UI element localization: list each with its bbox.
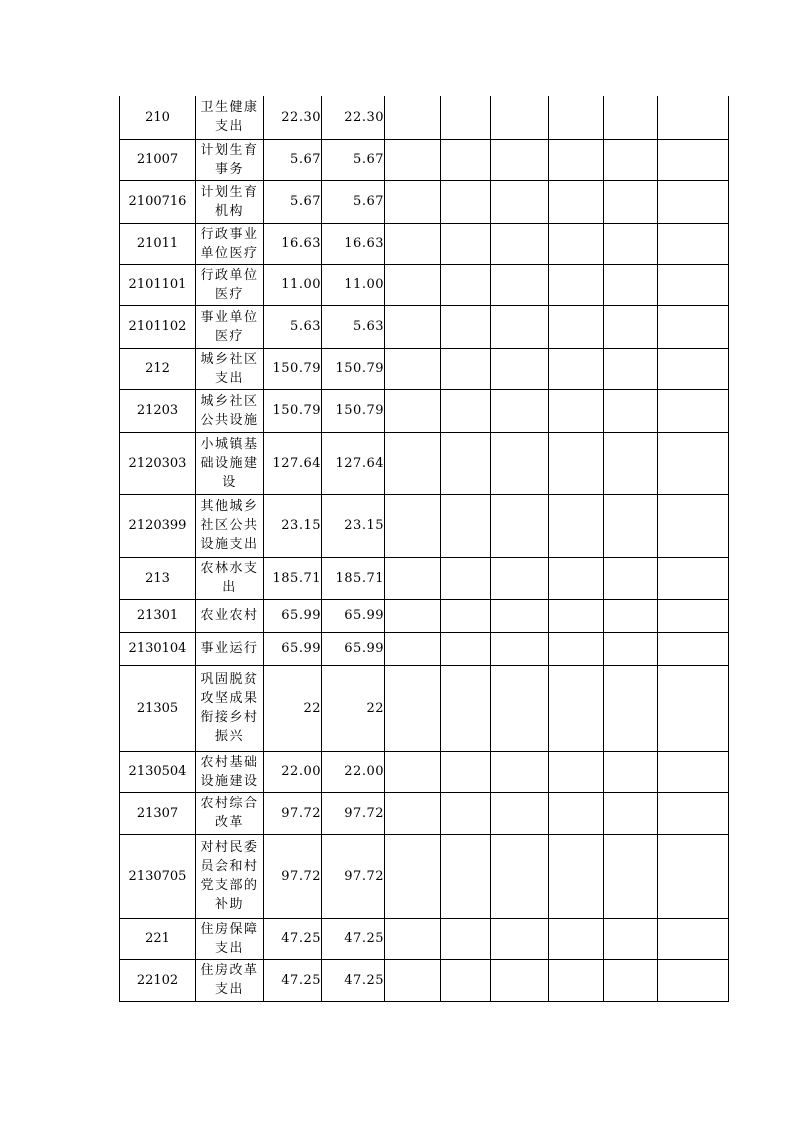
row-code: 2100716 [120, 180, 196, 223]
row-code: 21307 [120, 792, 196, 834]
row-value-a: 47.25 [264, 959, 322, 1001]
table-row [120, 305, 729, 348]
row-value-b: 22.30 [322, 96, 385, 139]
empty-cell [441, 139, 491, 180]
empty-cell [549, 180, 604, 223]
row-name: 计划生育机构 [196, 180, 264, 223]
row-value-a: 5.67 [264, 139, 322, 180]
row-code: 21301 [120, 599, 196, 632]
empty-cell [604, 305, 658, 348]
empty-cell [604, 751, 658, 792]
row-value-a: 22.00 [264, 751, 322, 792]
empty-cell [604, 834, 658, 918]
empty-cell [491, 792, 549, 834]
empty-cell [441, 959, 491, 1001]
row-value-a: 185.71 [264, 557, 322, 599]
empty-cell [491, 494, 549, 557]
empty-cell [549, 348, 604, 389]
empty-cell [491, 348, 549, 389]
empty-cell [604, 432, 658, 494]
empty-cell [604, 632, 658, 665]
table-row [120, 180, 729, 223]
empty-cell [385, 223, 441, 264]
empty-cell [385, 599, 441, 632]
empty-cell [441, 751, 491, 792]
empty-cell [549, 751, 604, 792]
table-row [120, 432, 729, 494]
empty-cell [604, 389, 658, 432]
empty-cell [491, 139, 549, 180]
empty-cell [441, 305, 491, 348]
empty-cell [658, 632, 729, 665]
row-value-b: 185.71 [322, 557, 385, 599]
row-value-b: 5.67 [322, 180, 385, 223]
empty-cell [385, 139, 441, 180]
empty-cell [549, 959, 604, 1001]
row-name: 城乡社区支出 [196, 348, 264, 389]
row-name: 住房改革支出 [196, 959, 264, 1001]
empty-cell [385, 665, 441, 751]
empty-cell [491, 264, 549, 305]
table-row [120, 494, 729, 557]
row-name: 事业单位医疗 [196, 305, 264, 348]
empty-cell [385, 959, 441, 1001]
empty-cell [441, 432, 491, 494]
empty-cell [549, 96, 604, 139]
table-row [120, 959, 729, 1001]
empty-cell [604, 665, 658, 751]
empty-cell [658, 665, 729, 751]
budget-table [119, 96, 729, 1002]
empty-cell [385, 751, 441, 792]
row-value-a: 150.79 [264, 389, 322, 432]
empty-cell [549, 918, 604, 959]
empty-cell [491, 96, 549, 139]
empty-cell [385, 305, 441, 348]
row-code: 21007 [120, 139, 196, 180]
empty-cell [491, 557, 549, 599]
empty-cell [604, 139, 658, 180]
empty-cell [604, 959, 658, 1001]
row-value-b: 16.63 [322, 223, 385, 264]
empty-cell [385, 389, 441, 432]
empty-cell [441, 389, 491, 432]
row-code: 21203 [120, 389, 196, 432]
empty-cell [549, 264, 604, 305]
empty-cell [441, 557, 491, 599]
empty-cell [549, 139, 604, 180]
empty-cell [658, 389, 729, 432]
empty-cell [385, 348, 441, 389]
row-value-b: 5.67 [322, 139, 385, 180]
empty-cell [549, 792, 604, 834]
row-value-a: 23.15 [264, 494, 322, 557]
row-name: 城乡社区公共设施 [196, 389, 264, 432]
empty-cell [658, 180, 729, 223]
empty-cell [441, 918, 491, 959]
empty-cell [658, 432, 729, 494]
row-value-b: 150.79 [322, 389, 385, 432]
row-code: 21011 [120, 223, 196, 264]
row-name: 计划生育事务 [196, 139, 264, 180]
row-code: 221 [120, 918, 196, 959]
table-row [120, 751, 729, 792]
empty-cell [491, 432, 549, 494]
empty-cell [604, 96, 658, 139]
row-value-a: 150.79 [264, 348, 322, 389]
row-name: 卫生健康支出 [196, 96, 264, 139]
empty-cell [658, 223, 729, 264]
empty-cell [441, 180, 491, 223]
empty-cell [491, 632, 549, 665]
row-value-a: 47.25 [264, 918, 322, 959]
row-name: 农林水支出 [196, 557, 264, 599]
row-name: 农业农村 [196, 599, 264, 632]
table-row [120, 632, 729, 665]
empty-cell [658, 305, 729, 348]
empty-cell [385, 432, 441, 494]
row-value-a: 22 [264, 665, 322, 751]
row-value-b: 11.00 [322, 264, 385, 305]
table-row [120, 348, 729, 389]
row-name: 住房保障支出 [196, 918, 264, 959]
empty-cell [491, 389, 549, 432]
row-code: 213 [120, 557, 196, 599]
table-row [120, 139, 729, 180]
row-value-b: 22 [322, 665, 385, 751]
table-row [120, 834, 729, 918]
row-value-a: 11.00 [264, 264, 322, 305]
row-code: 22102 [120, 959, 196, 1001]
table-row [120, 665, 729, 751]
empty-cell [385, 180, 441, 223]
table-row [120, 599, 729, 632]
row-value-a: 127.64 [264, 432, 322, 494]
empty-cell [549, 432, 604, 494]
empty-cell [549, 494, 604, 557]
row-value-b: 97.72 [322, 834, 385, 918]
row-name: 农村综合改革 [196, 792, 264, 834]
empty-cell [491, 834, 549, 918]
table-body [120, 96, 729, 1001]
empty-cell [658, 792, 729, 834]
empty-cell [491, 180, 549, 223]
row-value-a: 5.63 [264, 305, 322, 348]
empty-cell [491, 959, 549, 1001]
table-row [120, 918, 729, 959]
row-code: 2120399 [120, 494, 196, 557]
row-code: 212 [120, 348, 196, 389]
empty-cell [441, 665, 491, 751]
row-value-a: 97.72 [264, 834, 322, 918]
row-code: 2130104 [120, 632, 196, 665]
row-value-b: 97.72 [322, 792, 385, 834]
empty-cell [441, 792, 491, 834]
empty-cell [491, 751, 549, 792]
row-code: 2120303 [120, 432, 196, 494]
row-code: 2101101 [120, 264, 196, 305]
row-value-a: 16.63 [264, 223, 322, 264]
row-name: 事业运行 [196, 632, 264, 665]
empty-cell [385, 918, 441, 959]
empty-cell [604, 557, 658, 599]
empty-cell [604, 180, 658, 223]
empty-cell [604, 918, 658, 959]
row-value-a: 97.72 [264, 792, 322, 834]
empty-cell [658, 751, 729, 792]
row-value-a: 65.99 [264, 599, 322, 632]
empty-cell [549, 632, 604, 665]
empty-cell [604, 348, 658, 389]
empty-cell [491, 223, 549, 264]
empty-cell [385, 494, 441, 557]
empty-cell [385, 557, 441, 599]
empty-cell [385, 834, 441, 918]
empty-cell [658, 494, 729, 557]
table-row [120, 223, 729, 264]
row-value-b: 127.64 [322, 432, 385, 494]
empty-cell [441, 96, 491, 139]
empty-cell [441, 494, 491, 557]
empty-cell [549, 599, 604, 632]
row-name: 小城镇基础设施建设 [196, 432, 264, 494]
empty-cell [658, 959, 729, 1001]
row-code: 210 [120, 96, 196, 139]
empty-cell [385, 792, 441, 834]
row-value-b: 47.25 [322, 918, 385, 959]
table-row [120, 792, 729, 834]
empty-cell [549, 834, 604, 918]
empty-cell [658, 264, 729, 305]
empty-cell [441, 348, 491, 389]
empty-cell [658, 96, 729, 139]
empty-cell [549, 665, 604, 751]
empty-cell [604, 792, 658, 834]
empty-cell [385, 264, 441, 305]
table-row [120, 557, 729, 599]
row-value-a: 22.30 [264, 96, 322, 139]
empty-cell [491, 305, 549, 348]
row-name: 巩固脱贫攻坚成果衔接乡村振兴 [196, 665, 264, 751]
row-code: 2130504 [120, 751, 196, 792]
table-row [120, 96, 729, 139]
empty-cell [441, 834, 491, 918]
empty-cell [604, 264, 658, 305]
empty-cell [441, 599, 491, 632]
empty-cell [491, 665, 549, 751]
row-value-b: 150.79 [322, 348, 385, 389]
row-value-a: 5.67 [264, 180, 322, 223]
empty-cell [385, 632, 441, 665]
row-value-b: 23.15 [322, 494, 385, 557]
table-row [120, 264, 729, 305]
empty-cell [658, 599, 729, 632]
empty-cell [658, 918, 729, 959]
empty-cell [658, 348, 729, 389]
row-value-b: 65.99 [322, 632, 385, 665]
row-value-b: 22.00 [322, 751, 385, 792]
row-name: 其他城乡社区公共设施支出 [196, 494, 264, 557]
empty-cell [441, 264, 491, 305]
row-code: 2101102 [120, 305, 196, 348]
empty-cell [549, 305, 604, 348]
empty-cell [491, 918, 549, 959]
row-code: 21305 [120, 665, 196, 751]
row-code: 2130705 [120, 834, 196, 918]
row-name: 对村民委员会和村党支部的补助 [196, 834, 264, 918]
row-name: 农村基础设施建设 [196, 751, 264, 792]
empty-cell [549, 557, 604, 599]
row-value-b: 65.99 [322, 599, 385, 632]
row-value-b: 47.25 [322, 959, 385, 1001]
row-value-b: 5.63 [322, 305, 385, 348]
row-value-a: 65.99 [264, 632, 322, 665]
empty-cell [549, 223, 604, 264]
empty-cell [604, 599, 658, 632]
empty-cell [658, 139, 729, 180]
empty-cell [441, 223, 491, 264]
empty-cell [441, 632, 491, 665]
empty-cell [604, 494, 658, 557]
empty-cell [658, 557, 729, 599]
table-row [120, 389, 729, 432]
empty-cell [491, 599, 549, 632]
empty-cell [549, 389, 604, 432]
empty-cell [658, 834, 729, 918]
row-name: 行政单位医疗 [196, 264, 264, 305]
row-name: 行政事业单位医疗 [196, 223, 264, 264]
empty-cell [604, 223, 658, 264]
empty-cell [385, 96, 441, 139]
